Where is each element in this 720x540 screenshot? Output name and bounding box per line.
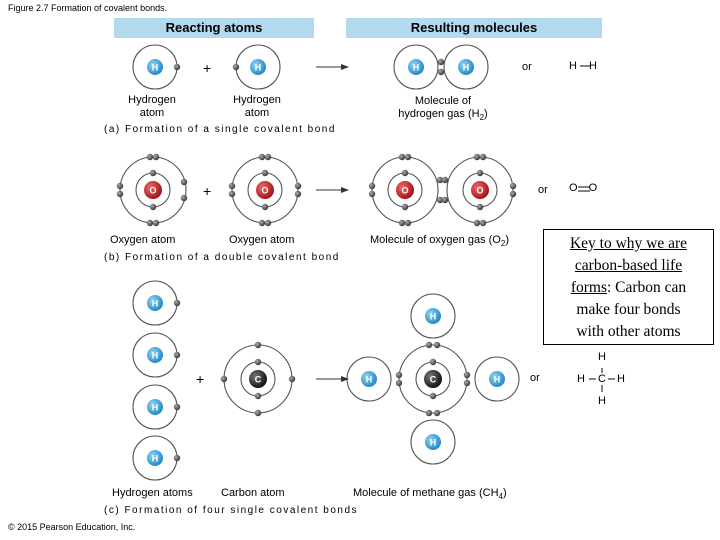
electron (426, 342, 432, 348)
electron (510, 191, 516, 197)
electron (405, 220, 411, 226)
electron (510, 183, 516, 189)
electron (430, 393, 436, 399)
electron (265, 220, 271, 226)
or-c: or (530, 372, 540, 384)
electron (434, 410, 440, 416)
electron (480, 154, 486, 160)
hydrogen-symbol: H (429, 437, 437, 448)
electron (369, 191, 375, 197)
label-hydrogen-atom-2: Hydrogen atom (233, 94, 281, 119)
electron (265, 154, 271, 160)
electron (480, 220, 486, 226)
label-carbon-atom: Carbon atom (221, 487, 285, 499)
electron (153, 220, 159, 226)
electron (255, 342, 261, 348)
plus-b: + (203, 183, 212, 199)
plus-c: + (196, 371, 205, 387)
electron (221, 376, 227, 382)
electron (174, 64, 180, 70)
plus-a: + (203, 60, 212, 76)
hydrogen-symbol: H (151, 350, 159, 361)
caption-a: (a) Formation of a single covalent bond (104, 124, 336, 135)
formula-ch4: H H C H H (577, 351, 625, 407)
hydrogen-symbol: H (151, 298, 159, 309)
electron (255, 410, 261, 416)
electron (262, 204, 268, 210)
key-line-1: Key to why we are (569, 235, 688, 252)
electron (174, 300, 180, 306)
electron (396, 372, 402, 378)
electron (438, 69, 444, 75)
electron (150, 170, 156, 176)
electron (405, 154, 411, 160)
electron (402, 204, 408, 210)
oxygen-symbol: O (401, 185, 409, 196)
caption-c: (c) Formation of four single covalent bonds (104, 505, 359, 516)
label-oxygen-molecule: Molecule of oxygen gas $(O_2)$ (370, 234, 509, 249)
header-resulting-molecules: Resulting molecules (346, 18, 602, 38)
caption-b: (b) Formation of a double covalent bond (104, 252, 340, 263)
or-b: or (538, 184, 548, 196)
electron (474, 154, 480, 160)
electron (477, 204, 483, 210)
key-line-2: carbon-based life (574, 257, 683, 274)
electron (438, 59, 444, 65)
electron (255, 393, 261, 399)
key-note-box (543, 229, 714, 345)
electron (259, 220, 265, 226)
header-reacting-atoms: Reacting atoms (114, 18, 314, 38)
electron (442, 177, 448, 183)
figure-title: Figure 2.7 Formation of covalent bonds. (8, 3, 168, 13)
electron (369, 183, 375, 189)
electron (464, 372, 470, 378)
electron (117, 191, 123, 197)
key-line-4: make four bonds (576, 301, 681, 318)
hydrogen-symbol: H (151, 402, 159, 413)
electron (295, 183, 301, 189)
label-hydrogen-atom-1: Hydrogen atom (128, 94, 176, 119)
hydrogen-symbol: H (151, 453, 159, 464)
hydrogen-symbol: H (365, 374, 373, 385)
electron (402, 170, 408, 176)
oxygen-symbol: O (476, 185, 484, 196)
hydrogen-symbol: H (493, 374, 501, 385)
hydrogen-symbol: H (412, 62, 420, 73)
electron (153, 154, 159, 160)
electron (474, 220, 480, 226)
electron (181, 195, 187, 201)
key-line-5: with other atoms (576, 323, 681, 340)
label-oxygen-atom-2: Oxygen atom (229, 234, 295, 246)
electron (426, 410, 432, 416)
carbon-symbol: C (429, 374, 437, 385)
copyright: © 2015 Pearson Education, Inc. (8, 522, 136, 532)
label-hydrogen-atoms: Hydrogen atoms (112, 487, 193, 499)
formula-o2: O O (569, 182, 598, 194)
electron (477, 170, 483, 176)
carbon-symbol: C (254, 374, 262, 385)
oxygen-symbol: O (149, 185, 157, 196)
electron (464, 380, 470, 386)
electron (150, 204, 156, 210)
hydrogen-symbol: H (151, 62, 159, 73)
formula-h2: H H (569, 60, 597, 72)
electron (117, 183, 123, 189)
electron (181, 179, 187, 185)
electron (442, 197, 448, 203)
electron (147, 220, 153, 226)
label-hydrogen-molecule: Molecule of hydrogen gas $(H_2)$ (398, 95, 488, 123)
electron (229, 183, 235, 189)
electron (255, 359, 261, 365)
electron (396, 380, 402, 386)
hydrogen-symbol: H (254, 62, 262, 73)
key-line-3: forms: Carbon can (570, 279, 687, 296)
or-a: or (522, 61, 532, 73)
electron (259, 154, 265, 160)
electron (174, 352, 180, 358)
electron (174, 404, 180, 410)
electron (399, 220, 405, 226)
electron (174, 455, 180, 461)
hydrogen-symbol: H (462, 62, 470, 73)
electron (233, 64, 239, 70)
electron (262, 170, 268, 176)
label-oxygen-atom-1: Oxygen atom (110, 234, 176, 246)
label-methane-molecule: Molecule of methane gas $(CH_4)$ (353, 487, 507, 502)
electron (147, 154, 153, 160)
electron (229, 191, 235, 197)
electron (399, 154, 405, 160)
electron (430, 359, 436, 365)
electron (289, 376, 295, 382)
electron (295, 191, 301, 197)
electron (434, 342, 440, 348)
oxygen-symbol: O (261, 185, 269, 196)
hydrogen-symbol: H (429, 311, 437, 322)
